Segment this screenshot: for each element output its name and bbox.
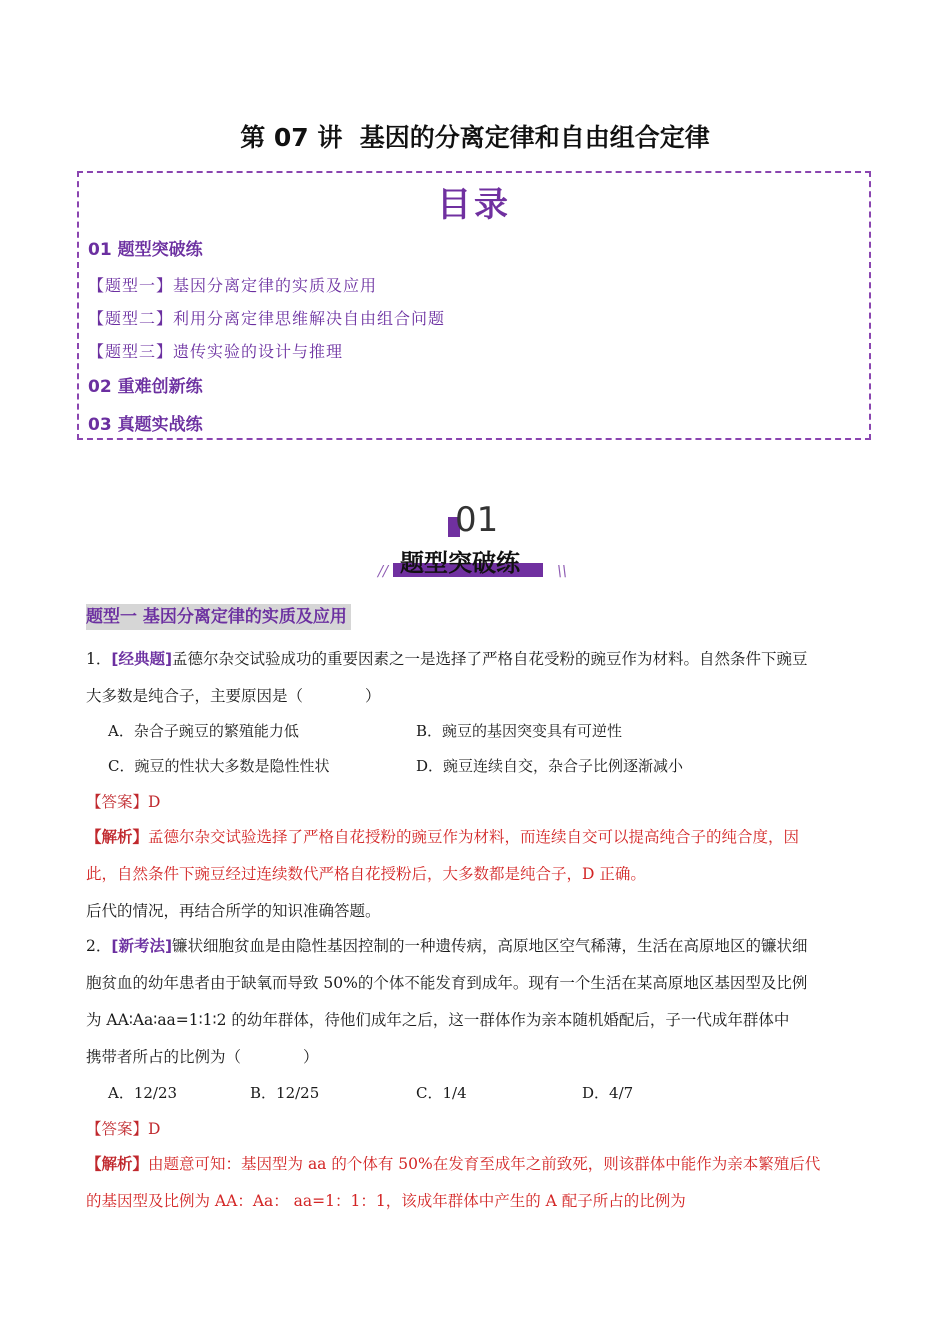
document-title: 第 07 讲 基因的分离定律和自由组合定律 <box>240 123 710 152</box>
analysis-text: 孟德尔杂交试验选择了严格自花授粉的豌豆作为材料，而连续自交可以提高纯合子的纯合度，因 <box>148 828 800 846</box>
toc-item-sub[interactable]: 【题型一】基因分离定律的实质及应用 <box>88 276 378 295</box>
question-type-heading: 题型一 基因分离定律的实质及应用 <box>86 604 351 630</box>
section-slash-right: \\ <box>557 562 568 580</box>
q1-tail-text: 后代的情况，再结合所学的知识准确答题。 <box>86 902 381 920</box>
question-tag: [经典题] <box>111 650 173 668</box>
answer-value: D <box>148 1120 161 1138</box>
toc-item-main[interactable]: 03 真题实战练 <box>88 415 203 435</box>
q1-option-a[interactable]: A．杂合子豌豆的繁殖能力低 <box>108 722 299 740</box>
q2-option-c[interactable]: C．1/4 <box>416 1084 467 1102</box>
section-number: 01 <box>455 500 499 540</box>
q2-option-a[interactable]: A．12/23 <box>108 1084 178 1102</box>
q1-answer <box>86 790 160 812</box>
table-of-contents <box>77 171 871 440</box>
question-1-line-1 <box>86 647 808 669</box>
toc-item-main[interactable]: 01 题型突破练 <box>88 240 203 260</box>
q1-analysis-line-1 <box>86 825 799 847</box>
q1-option-c[interactable]: C．豌豆的性状大多数是隐性性状 <box>108 757 330 775</box>
toc-item-sub[interactable]: 【题型三】遗传实验的设计与推理 <box>88 342 344 361</box>
q1-option-d[interactable]: D．豌豆连续自交，杂合子比例逐渐减小 <box>416 757 684 775</box>
analysis-text: 由题意可知：基因型为 aa 的个体有 50%在发育至成年之前致死，则该群体中能作为亲本繁殖后代 <box>148 1155 821 1173</box>
analysis-label: 【解析】 <box>86 1154 149 1173</box>
question-number: 2． <box>86 937 112 955</box>
question-text: 镰状细胞贫血是由隐性基因控制的一种遗传病，高原地区空气稀薄，生活在高原地区的镰状细 <box>172 937 808 955</box>
analysis-label: 【解析】 <box>86 827 149 846</box>
section-label: 题型突破练 <box>400 549 520 577</box>
answer-label: 【答案】 <box>86 793 149 811</box>
question-1-line-2: 大多数是纯合子，主要原因是（ ） <box>86 687 381 705</box>
answer-label: 【答案】 <box>86 1120 149 1138</box>
toc-heading: 目录 <box>437 185 511 225</box>
question-tag: [新考法] <box>111 937 173 955</box>
question-2-line-3: 为 AA∶Aa∶aa=1∶1∶2 的幼年群体，待他们成年之后，这一群体作为亲本随机婚配后，子一代成年群体中 <box>86 1011 790 1029</box>
section-slash-left: // <box>378 562 389 580</box>
q1-analysis-line-2: 此，自然条件下豌豆经过连续数代严格自花授粉后，大多数都是纯合子，D 正确。 <box>86 865 646 883</box>
toc-item-main[interactable]: 02 重难创新练 <box>88 377 203 397</box>
q2-option-b[interactable]: B．12/25 <box>250 1084 320 1102</box>
question-2-line-1 <box>86 934 808 956</box>
q2-analysis-line-2: 的基因型及比例为 AA：Aa： aa=1：1：1，该成年群体中产生的 A 配子所占的比例为 <box>86 1192 686 1210</box>
toc-item-sub[interactable]: 【题型二】利用分离定律思维解决自由组合问题 <box>88 309 446 328</box>
q2-option-d[interactable]: D．4/7 <box>582 1084 634 1102</box>
q2-answer <box>86 1117 160 1139</box>
q1-option-b[interactable]: B．豌豆的基因突变具有可逆性 <box>416 722 623 740</box>
q2-analysis-line-1 <box>86 1152 820 1174</box>
question-2-line-4: 携带者所占的比例为（ ） <box>86 1048 319 1066</box>
question-number: 1． <box>86 650 112 668</box>
question-text: 孟德尔杂交试验成功的重要因素之一是选择了严格自花受粉的豌豆作为材料。自然条件下豌豆 <box>172 650 808 668</box>
answer-value: D <box>148 793 161 811</box>
question-2-line-2: 胞贫血的幼年患者由于缺氧而导致 50%的个体不能发育到成年。现有一个生活在某高原地区基因型及比例 <box>86 974 808 992</box>
